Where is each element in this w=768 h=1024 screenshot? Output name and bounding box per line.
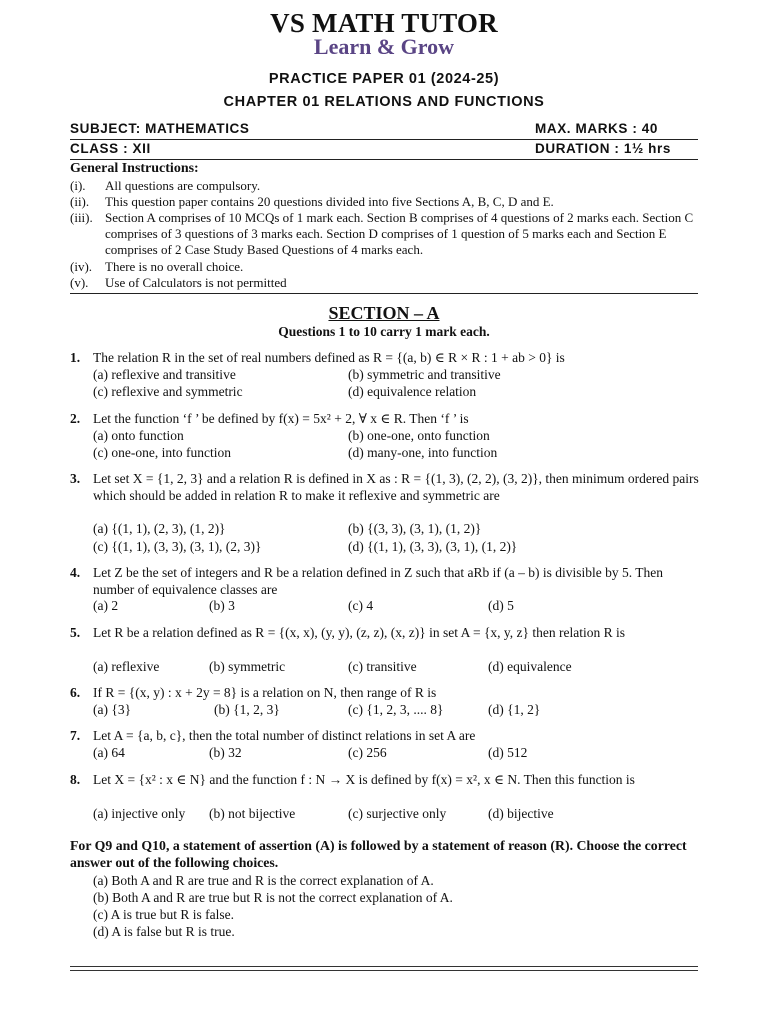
header-divider-top [70,139,698,140]
question-text: Let Z be the set of integers and R be a relation defined in Z such that aRb if (a – b) is divisible by 5. Then number of equivalence classes are [93,565,663,597]
question-text: Let the function ‘f ’ be defined by f(x) = 5x² + 2, ∀ x ∈ R. Then ‘f ’ is [93,411,469,426]
option-a: (a) 64 [93,745,125,760]
subject-label: SUBJECT: MATHEMATICS [70,121,250,136]
option-a: (a) injective only [93,806,186,821]
brand-title: VS MATH TUTOR [270,8,498,38]
option-c: (c) {(1, 1), (3, 3), (3, 1), (2, 3)} [93,539,262,554]
instruction-item [70,275,698,291]
option-c: (c) surjective only [348,806,447,821]
option-c: (c) 4 [348,598,374,613]
instruction-text: Section A comprises of 10 MCQs of 1 mark each. Section B comprises of 4 questions of 2 marks each. Section C comprises of 3 questions of 3 marks each. Section D comprises of 1 question of 5 marks each and Section E comprises of 2 Case Study Based Questions of 4 marks each. [105,210,694,258]
option-b: (b) symmetric [209,659,286,674]
assertion-option-a: (a) Both A and R are true and R is the correct explanation of A. [93,873,434,888]
header-divider-bottom [70,159,698,160]
question-text: Let set X = {1, 2, 3} and a relation R is defined in X as : R = {(1, 3), (2, 2), (3, 2)}, then minimum ordered pairs which should be added in relation R to make it reflexive and symmetric are [93,471,699,503]
footer-rule [70,966,698,967]
instruction-number: (i). [70,178,86,193]
option-b: (b) 32 [209,745,242,760]
question-number: 5. [70,625,81,640]
class-label: CLASS : XII [70,141,151,156]
assertion-option-d: (d) A is false but R is true. [93,924,235,939]
instruction-number: (ii). [70,194,90,209]
instruction-text: Use of Calculators is not permitted [105,275,287,290]
instructions-divider [70,293,698,294]
footer-rule [70,970,698,971]
question-2 [70,411,700,428]
instruction-item [70,194,698,210]
option-a: (a) {3} [93,702,132,717]
assertion-option-b: (b) Both A and R are true but R is not the correct explanation of A. [93,890,453,905]
option-c: (c) 256 [348,745,387,760]
question-4 [70,565,700,598]
option-a: (a) reflexive [93,659,160,674]
question-7 [70,728,700,745]
question-number: 7. [70,728,81,743]
question-3 [70,471,700,504]
option-b: (b) 3 [209,598,235,613]
question-number: 1. [70,350,81,365]
question-number: 3. [70,471,81,486]
instruction-text: This question paper contains 20 questions divided into five Sections A, B, C, D and E. [105,194,554,209]
instruction-number: (iii). [70,210,93,225]
instruction-number: (v). [70,275,89,290]
instructions-heading: General Instructions: [70,161,199,176]
option-a: (a) reflexive and transitive [93,367,236,382]
instruction-item [70,210,698,259]
option-d: (d) 5 [488,598,514,613]
option-d: (d) equivalence [488,659,572,674]
paper-title: PRACTICE PAPER 01 (2024-25) [268,71,500,87]
option-c: (c) {1, 2, 3, .... 8} [348,702,444,717]
option-c: (c) transitive [348,659,417,674]
assertion-option-c: (c) A is true but R is false. [93,907,234,922]
option-b: (b) symmetric and transitive [348,367,501,382]
option-d: (d) equivalence relation [348,384,477,399]
question-1 [70,350,700,367]
assertion-reason-instructions: For Q9 and Q10, a statement of assertion (A) is followed by a statement of reason (R). Choose the correct answer out of the following choices. [70,838,687,870]
question-text: Let X = {x² : x ∈ N} and the function f : N → X is defined by f(x) = x², x ∈ N. Then this function is [93,772,635,787]
option-b: (b) {(3, 3), (3, 1), (1, 2)} [348,521,482,536]
option-a: (a) {(1, 1), (2, 3), (1, 2)} [93,521,226,536]
option-d: (d) many-one, into function [348,445,498,460]
duration-label: DURATION : 1½ hrs [535,141,671,156]
option-d: (d) bijective [488,806,554,821]
question-5 [70,625,700,642]
question-8 [70,772,700,789]
option-d: (d) {1, 2} [488,702,541,717]
question-text: Let R be a relation defined as R = {(x, x), (y, y), (z, z), (x, z)} in set A = {x, y, z} then relation R is [93,625,626,640]
question-6 [70,685,700,702]
option-a: (a) 2 [93,598,119,613]
instruction-text: There is no overall choice. [105,259,244,274]
brand-tagline: Learn & Grow [313,34,455,59]
option-b: (b) not bijective [209,806,296,821]
option-d: (d) {(1, 1), (3, 3), (3, 1), (1, 2)} [348,539,518,554]
question-number: 8. [70,772,81,787]
option-c: (c) reflexive and symmetric [93,384,243,399]
question-number: 4. [70,565,81,580]
question-text: The relation R in the set of real numbers defined as R = {(a, b) ∈ R × R : 1 + ab > 0} is [93,350,565,365]
chapter-title: CHAPTER 01 RELATIONS AND FUNCTIONS [223,94,545,110]
instruction-item [70,178,698,194]
option-d: (d) 512 [488,745,528,760]
option-a: (a) onto function [93,428,184,443]
option-c: (c) one-one, into function [93,445,231,460]
instruction-number: (iv). [70,259,93,274]
section-a-title: SECTION – A [328,303,440,323]
question-number: 2. [70,411,81,426]
section-a-subtitle: Questions 1 to 10 carry 1 mark each. [278,324,490,339]
question-number: 6. [70,685,81,700]
instruction-item [70,259,698,275]
option-b: (b) {1, 2, 3} [214,702,280,717]
option-b: (b) one-one, onto function [348,428,490,443]
instruction-text: All questions are compulsory. [105,178,261,193]
question-text: If R = {(x, y) : x + 2y = 8} is a relation on N, then range of R is [93,685,437,700]
max-marks-label: MAX. MARKS : 40 [535,121,659,136]
question-text: Let A = {a, b, c}, then the total number of distinct relations in set A are [93,728,476,743]
